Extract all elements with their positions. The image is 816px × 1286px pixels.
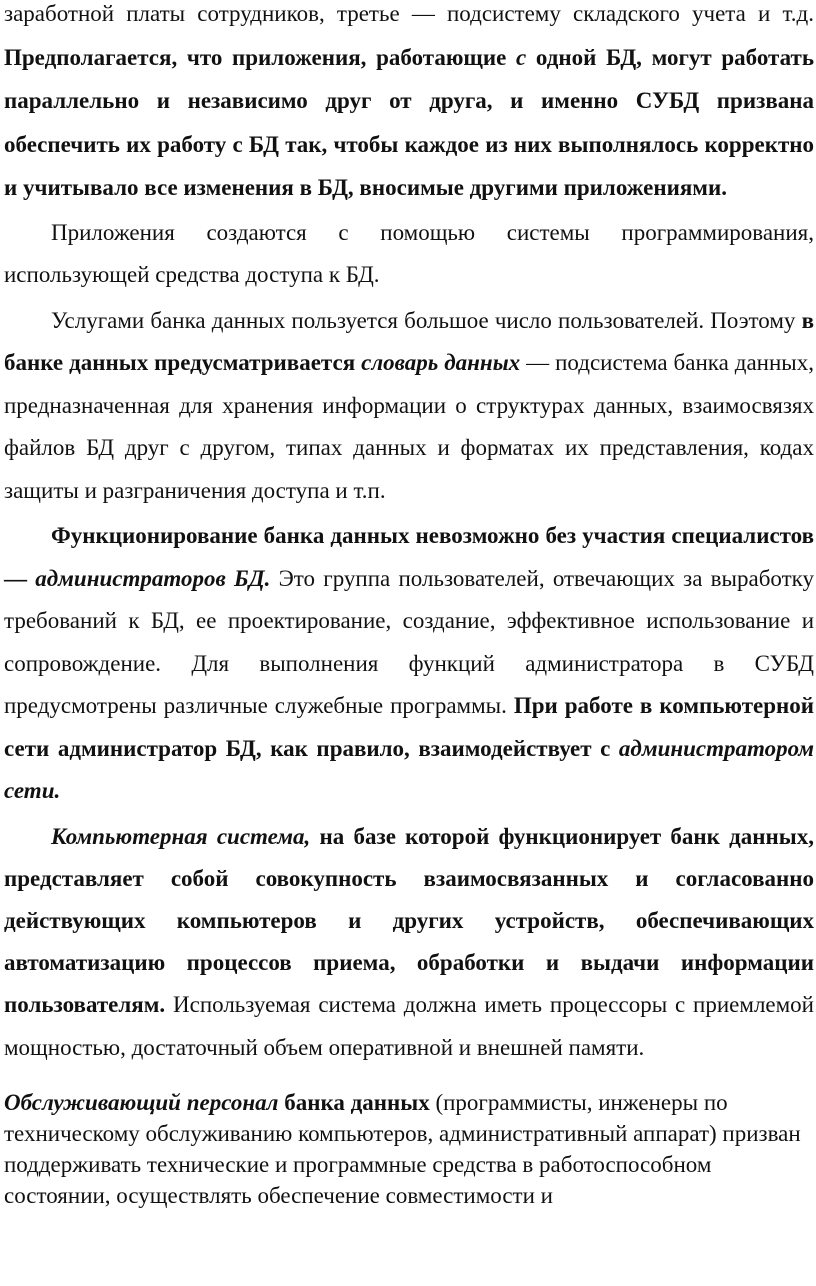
paragraph-computer-system [4, 816, 814, 1069]
bold-italic-run: администратором сети. [4, 735, 814, 803]
paragraph-applications-parallel [4, 0, 814, 210]
paragraph-programming-system [4, 212, 814, 297]
text-run: (программисты, инженеры по техническому обслуживанию компьютеров, административный аппарат) призван поддерживать технические и программные средства в работоспособном состоянии, осуществлять обеспечение совместимости и [4, 1089, 801, 1208]
text-run: Услугами банка данных пользуется большое число пользователей. Поэтому [51, 307, 802, 333]
bold-run: одной БД, могут работать параллельно и независимо друг от друга, и именно СУБД призвана обеспечить их работу с БД так, чтобы каждое из них выполнялось корректно и учитывало все изменения в БД, вносимые другими приложениями. [4, 44, 814, 200]
text-run: Приложения создаются с помощью системы программирования, использующей средства доступа к БД. [4, 219, 814, 287]
bold-run: в банке данных предусматривается [4, 307, 814, 375]
text-run: Используемая система должна иметь процессоры с приемлемой мощностью, достаточный объем оперативной и внешней памяти. [4, 992, 814, 1060]
bold-italic-run: администраторов БД. [35, 565, 271, 591]
bold-run: Функционирование банка данных невозможно без участия специалистов — [4, 523, 814, 591]
bold-italic-run: Обслуживающий персонал [4, 1089, 279, 1115]
paragraph-service-staff [4, 1087, 814, 1211]
bold-italic-run: словарь данных [361, 350, 521, 375]
paragraph-db-administrators [4, 515, 814, 813]
bold-italic-run: Компьютерная система, [51, 823, 311, 849]
text-run: Это группа пользователей, отвечающих за выработку требований к БД, ее проектирование, создание, эффективное использование и сопровождение. Для выполнения функций администратора в СУБД предусмотрены различные служебные программы. [4, 565, 815, 718]
document-page [4, 0, 814, 1211]
bold-italic-run: с [515, 44, 527, 70]
bold-run: При работе в компьютерной сети администратор БД, как правило, взаимодействует с [4, 693, 814, 761]
bold-run: на базе которой функционирует банк данных, представляет собой совокупность взаимосвязанных и согласованно действующих компьютеров и других устройств, обеспечивающих автоматизацию процессов приема, обработки и выдачи информации пользователям. [4, 823, 814, 1018]
bold-run: Предполагается, что приложения, работающие [4, 44, 516, 70]
text-run: заработной платы сотрудников, третье — подсистему складского учета и т.д. [4, 1, 814, 26]
bold-run: банка данных [278, 1089, 430, 1115]
text-run: — подсистема банка данных, предназначенная для хранения информации о структурах данных, взаимосвязях файлов БД друг с другом, типах данных и форматах их представления, кодах защиты и разграничения доступа и т.п. [4, 350, 814, 503]
paragraph-data-dictionary [4, 300, 814, 513]
